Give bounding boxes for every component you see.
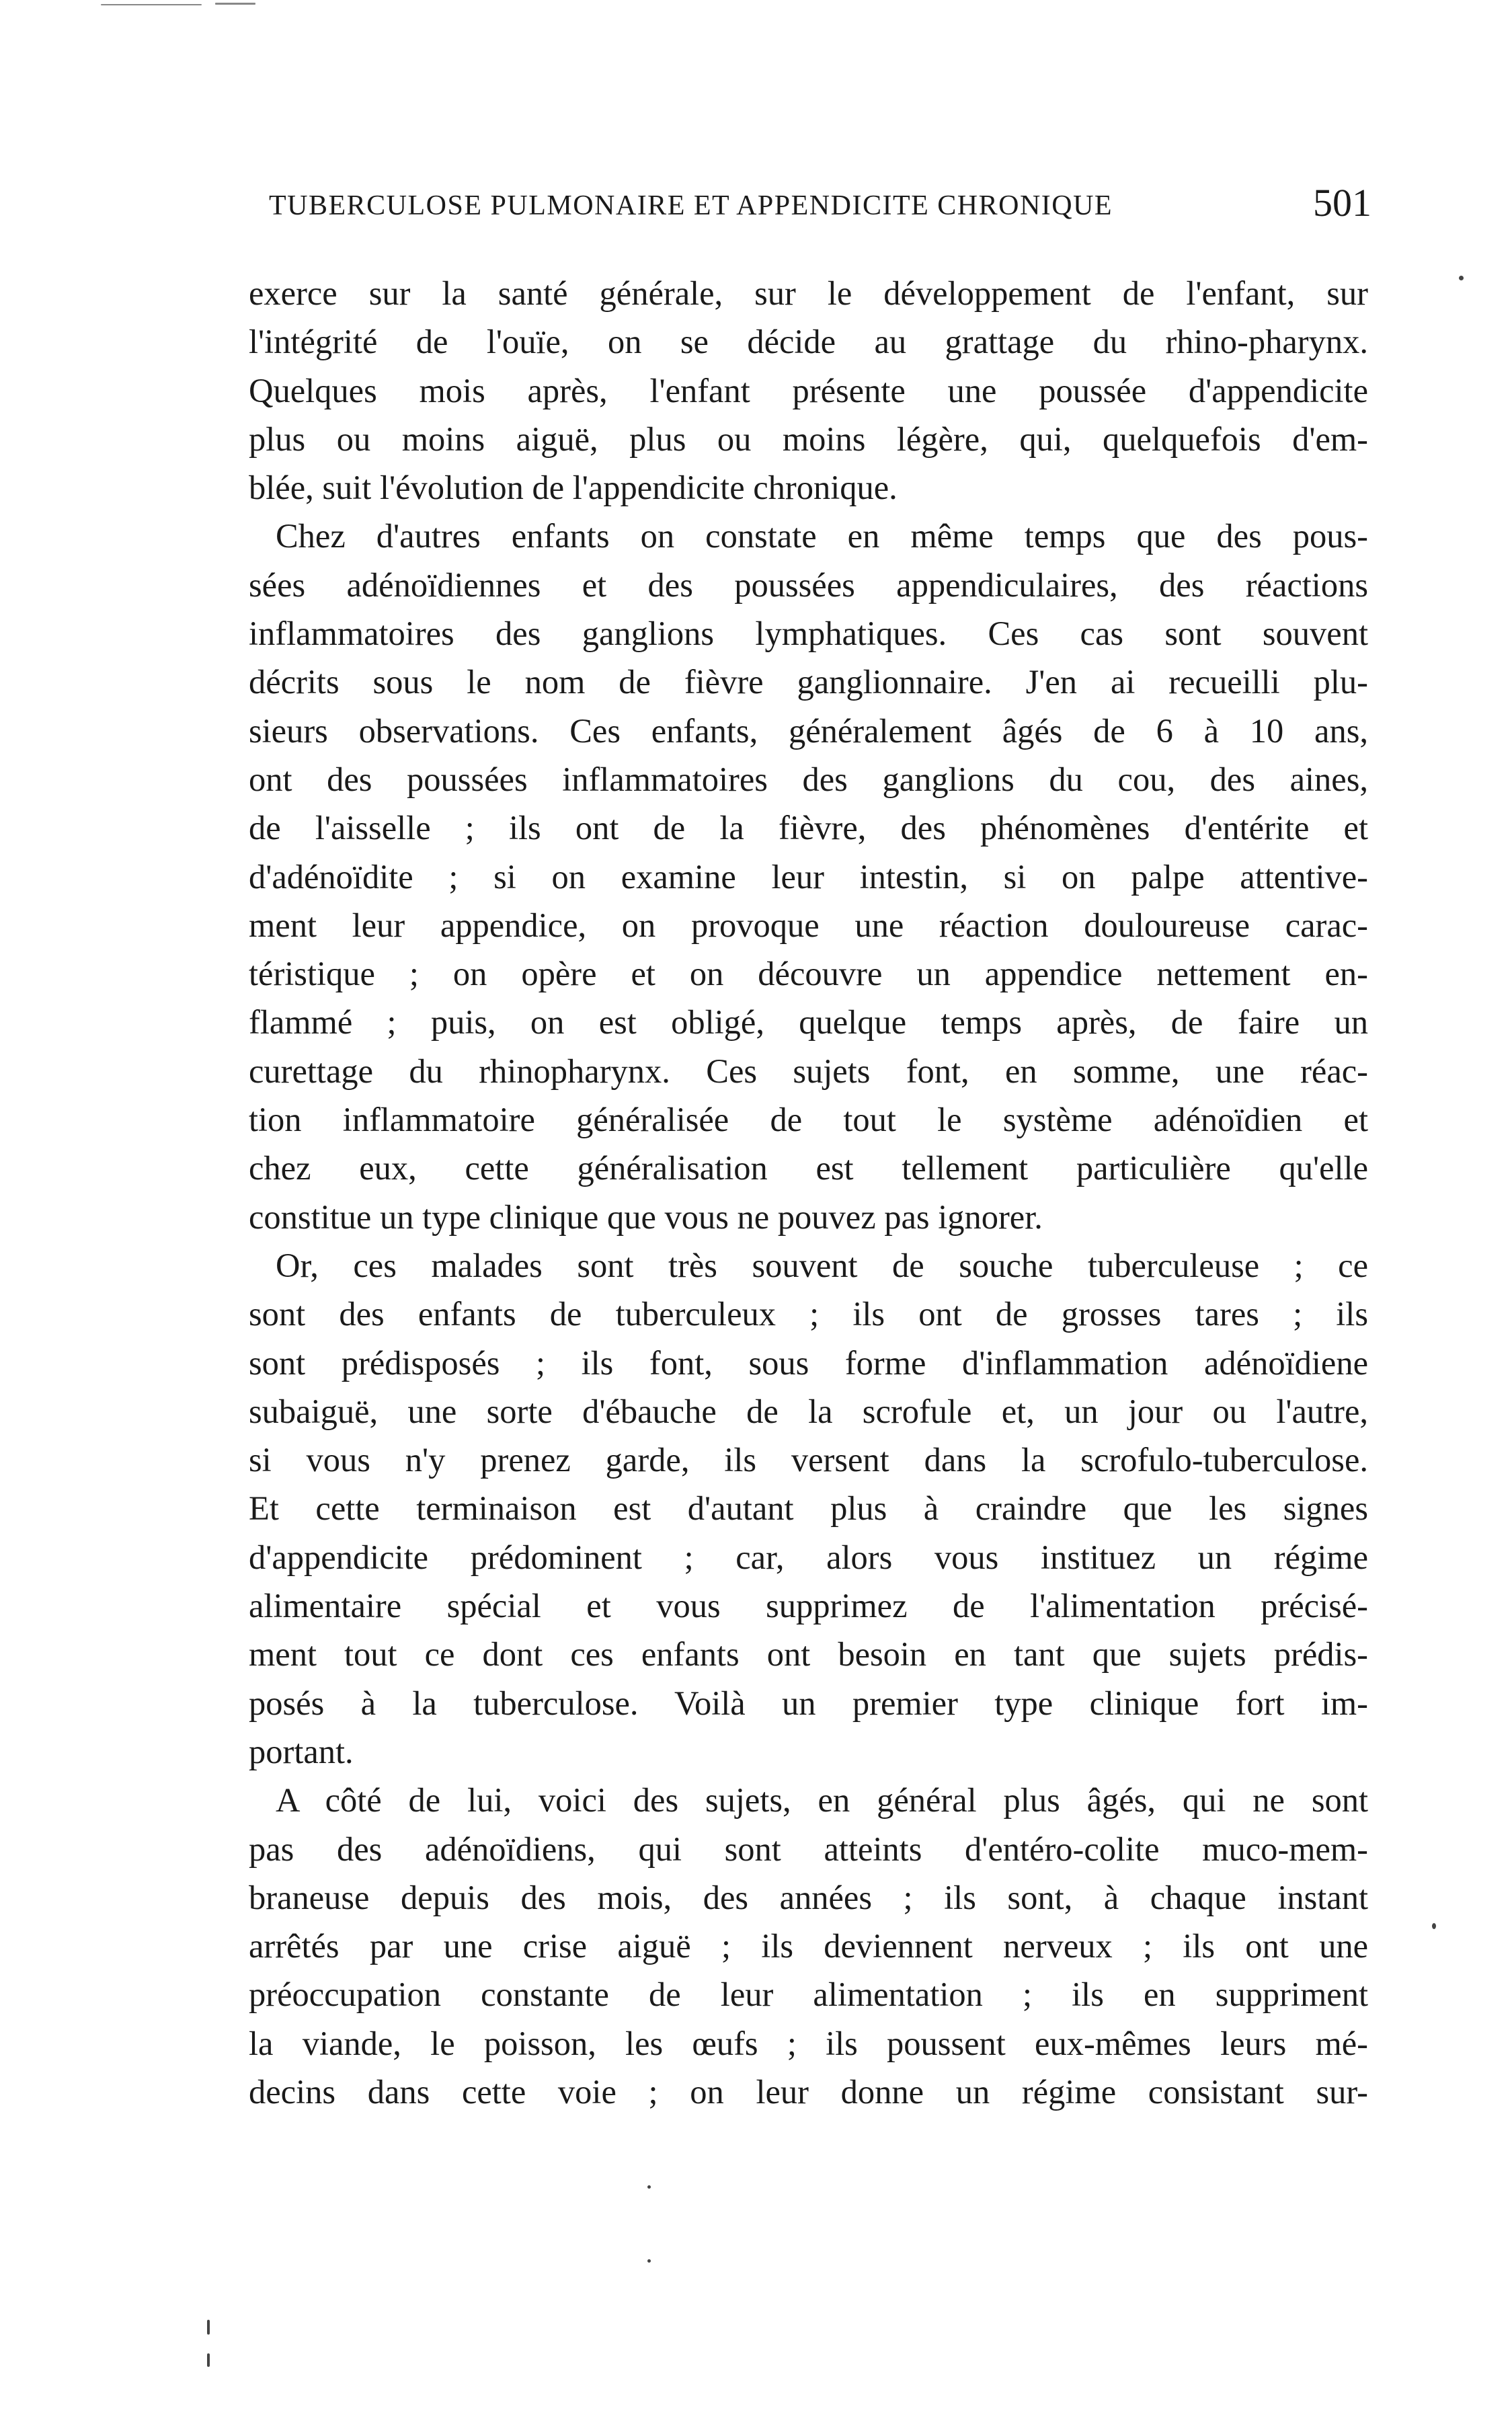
scan-speck [1459, 276, 1464, 280]
text-line: sont prédisposés ; ils font, sous forme d'inflammation adénoïdiene [249, 1343, 1368, 1382]
text-line: curettage du rhinopharynx. Ces sujets font, en somme, une réac- [249, 1052, 1368, 1090]
scan-speck [1432, 1923, 1436, 1929]
text-line: Or, ces malades sont très souvent de souche tuberculeuse ; ce [276, 1246, 1368, 1284]
scan-speck [647, 2185, 651, 2189]
text-line: sieurs observations. Ces enfants, généralement âgés de 6 à 10 ans, [249, 711, 1368, 750]
text-line: decins dans cette voie ; on leur donne un régime consistant sur- [249, 2072, 1368, 2111]
text-line: blée, suit l'évolution de l'appendicite chronique. [249, 469, 898, 507]
text-line: l'intégrité de l'ouïe, on se décide au grattage du rhino-pharynx. [249, 323, 1368, 361]
text-line: Et cette terminaison est d'autant plus à craindre que les signes [249, 1489, 1368, 1528]
text-line: si vous n'y prenez garde, ils versent dans la scrofulo-tuberculose. [249, 1441, 1368, 1479]
body-text [249, 269, 1368, 2116]
text-line: ment tout ce dont ces enfants ont besoin en tant que sujets prédis- [249, 1635, 1368, 1674]
text-line: la viande, le poisson, les œufs ; ils poussent eux-mêmes leurs mé- [249, 2024, 1368, 2062]
scan-speck [207, 2353, 210, 2367]
page-header [269, 180, 1371, 241]
text-line: constitue un type clinique que vous ne pouvez pas ignorer. [249, 1198, 1043, 1236]
running-title: TUBERCULOSE PULMONAIRE ET APPENDICITE CHRONIQUE [269, 190, 1113, 221]
text-line: de l'aisselle ; ils ont de la fièvre, des phénomènes d'entérite et [249, 809, 1368, 847]
text-line: alimentaire spécial et vous supprimez de l'alimentation précisé- [249, 1587, 1368, 1625]
text-line: chez eux, cette généralisation est tellement particulière qu'elle [249, 1149, 1368, 1187]
page-number: 501 [1313, 181, 1371, 225]
text-line: sont des enfants de tuberculeux ; ils ont de grosses tares ; ils [249, 1295, 1368, 1333]
text-line: d'adénoïdite ; si on examine leur intestin, si on palpe attentive- [249, 857, 1368, 896]
scan-speck [647, 2259, 651, 2263]
text-line: d'appendicite prédominent ; car, alors vous instituez un régime [249, 1538, 1368, 1576]
text-line: inflammatoires des ganglions lymphatiques. Ces cas sont souvent [249, 615, 1368, 653]
text-line: décrits sous le nom de fièvre ganglionnaire. J'en ai recueilli plu- [249, 663, 1368, 701]
text-line: A côté de lui, voici des sujets, en général plus âgés, qui ne sont [276, 1781, 1368, 1820]
text-line: portant. [249, 1732, 354, 1770]
text-line: pas des adénoïdiens, qui sont atteints d'entéro-colite muco-mem- [249, 1830, 1368, 1868]
text-line: ment leur appendice, on provoque une réaction douloureuse carac- [249, 906, 1368, 944]
text-line: plus ou moins aiguë, plus ou moins légère, qui, quelquefois d'em- [249, 420, 1368, 458]
scan-speck [215, 3, 255, 5]
text-line: Chez d'autres enfants on constate en même temps que des pous- [276, 517, 1368, 555]
text-line: posés à la tuberculose. Voilà un premier type clinique fort im- [249, 1684, 1368, 1722]
text-line: préoccupation constante de leur alimentation ; ils en suppriment [249, 1976, 1368, 2014]
text-line: tion inflammatoire généralisée de tout le système adénoïdien et [249, 1101, 1368, 1139]
text-line: flammé ; puis, on est obligé, quelque temps après, de faire un [249, 1003, 1368, 1042]
text-line: Quelques mois après, l'enfant présente une poussée d'appendicite [249, 371, 1368, 409]
text-line: arrêtés par une crise aiguë ; ils deviennent nerveux ; ils ont une [249, 1927, 1368, 1965]
text-line: téristique ; on opère et on découvre un appendice nettement en- [249, 955, 1368, 993]
text-line: subaiguë, une sorte d'ébauche de la scrofule et, un jour ou l'autre, [249, 1392, 1368, 1430]
text-line: sées adénoïdiennes et des poussées appendiculaires, des réactions [249, 565, 1368, 604]
scan-speck [207, 2320, 210, 2335]
text-line: ont des poussées inflammatoires des ganglions du cou, des aines, [249, 760, 1368, 798]
scan-speck [101, 4, 202, 5]
text-line: exerce sur la santé générale, sur le développement de l'enfant, sur [249, 274, 1368, 312]
text-line: braneuse depuis des mois, des années ; ils sont, à chaque instant [249, 1878, 1368, 1916]
